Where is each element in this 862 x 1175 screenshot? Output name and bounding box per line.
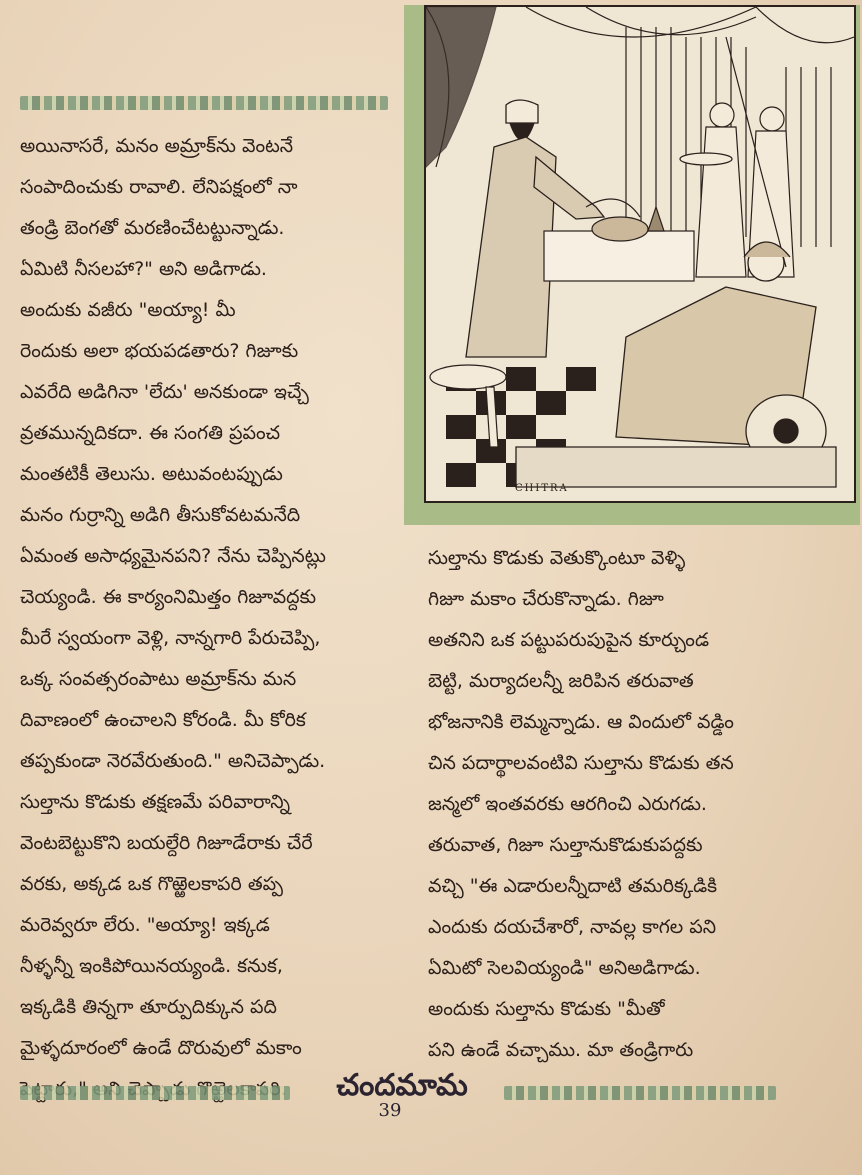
footer-left-decorative-border xyxy=(20,1086,290,1100)
paragraph-line: ఒక్క సంవత్సరంపాటు అమ్రాక్‌ను మన xyxy=(20,668,297,690)
paragraph-line: రెందుకు అలా భయపడతారు? గిజూకు xyxy=(20,340,299,362)
paragraph-line: మంతటికీ తెలుసు. అటువంటప్పుడు xyxy=(20,463,283,485)
paragraph-line: భోజనానికి లెమ్మన్నాడు. ఆ విందులో వడ్డిం xyxy=(428,711,734,733)
illustrator-signature: CHITRA xyxy=(515,483,569,494)
paragraph-line: తప్పకుండా నెరవేరుతుంది." అనిచెప్పాడు. xyxy=(20,750,326,772)
paragraph-line: అందుకు సుల్తాను కొడుకు "మీతో xyxy=(428,998,665,1020)
top-decorative-border xyxy=(20,96,388,110)
paragraph-line: మీరే స్వయంగా వెళ్లి, నాన్నగారి పేరుచెప్పి, xyxy=(20,627,321,649)
paragraph-line: తరువాత, గిజూ సుల్తానుకొడుకుపద్దకు xyxy=(428,834,703,856)
paragraph-line: ఏమిటో సెలవియ్యండి" అనిఅడిగాడు. xyxy=(428,957,701,979)
paragraph-line: తండ్రి బెంగతో మరణించేటట్టున్నాడు. xyxy=(20,217,285,239)
paragraph-line: ఏమంత అసాధ్యమైనపని? నేను చెప్పినట్లు xyxy=(20,545,326,567)
illustration-drawing xyxy=(426,7,854,501)
paragraph-line: సుల్తాను కొడుకు వెతుక్కొంటూ వెళ్ళి xyxy=(428,547,686,569)
paragraph-line: గిజూ మకాం చేరుకొన్నాడు. గిజూ xyxy=(428,588,664,610)
paragraph-line: అందుకు వజీరు "అయ్యా! మీ xyxy=(20,299,236,321)
paragraph-line: మైళ్ళదూరంలో ఉండే దొరువులో మకాం xyxy=(20,1037,302,1059)
paragraph-line: వరకు, అక్కడ ఒక గొఱ్ఱెలకాపరి తప్ప xyxy=(20,873,284,895)
paragraph-line: ఎవరేది అడిగినా 'లేదు' అనకుండా ఇచ్చే xyxy=(20,381,309,403)
paragraph-line: అయినాసరే, మనం అమ్రాక్‌ను వెంటనే xyxy=(20,135,294,157)
paragraph-line: ఇక్కడికి తిన్నగా తూర్పుదిక్కున పది xyxy=(20,996,277,1018)
feast-scene-illustration xyxy=(424,5,856,503)
paragraph-line: వ్రతమున్నదికదా. ఈ సంగతి ప్రపంచ xyxy=(20,422,281,444)
magazine-title: చందమామ xyxy=(336,1068,468,1103)
paragraph-line: మనం గుర్రాన్ని అడిగి తీసుకోవటమనేది xyxy=(20,504,301,526)
footer-right-decorative-border xyxy=(504,1086,776,1100)
left-text-column xyxy=(20,126,400,1110)
paragraph-line: నీళ్ళన్నీ ఇంకిపోయినయ్యండి. కనుక, xyxy=(20,955,283,977)
paragraph-line: వచ్చి "ఈ ఎడారులన్నీదాటి తమరిక్కడికి xyxy=(428,875,718,897)
paragraph-line: చెయ్యండి. ఈ కార్యంనిమిత్తం గిజూవద్దకు xyxy=(20,586,317,608)
paragraph-line: బెట్టి, మర్యాదలన్నీ జరిపిన తరువాత xyxy=(428,670,694,692)
paragraph-line: చిన పదార్థాలవంటివి సుల్తాను కొడుకు తన xyxy=(428,752,734,774)
paragraph-line: వెంటబెట్టుకొని బయల్దేరి గిజూడేరాకు చేరే xyxy=(20,832,313,854)
page-number: 39 xyxy=(378,1100,402,1121)
paragraph-line: దివాణంలో ఉంచాలని కోరండి. మీ కోరిక xyxy=(20,709,306,731)
right-text-column xyxy=(428,538,794,1071)
paragraph-line: ఎందుకు దయచేశారో, నావల్ల కాగల పని xyxy=(428,916,717,938)
paragraph-line: ఏమిటి నీసలహా?" అని అడిగాడు. xyxy=(20,258,267,280)
paragraph-line: సంపాదించుకు రావాలి. లేనిపక్షంలో నా xyxy=(20,176,298,198)
paragraph-line: సుల్తాను కొడుకు తక్షణమే పరివారాన్ని xyxy=(20,791,291,813)
paragraph-line: మరెవ్వరూ లేరు. "అయ్యా! ఇక్కడ xyxy=(20,914,270,936)
paragraph-line: అతనిని ఒక పట్టుపరుపుపైన కూర్చుండ xyxy=(428,629,710,651)
paragraph-line: జన్మలో ఇంతవరకు ఆరగించి ఎరుగడు. xyxy=(428,793,707,815)
paragraph-line: పని ఉండే వచ్చాము. మా తండ్రిగారు xyxy=(428,1039,694,1061)
